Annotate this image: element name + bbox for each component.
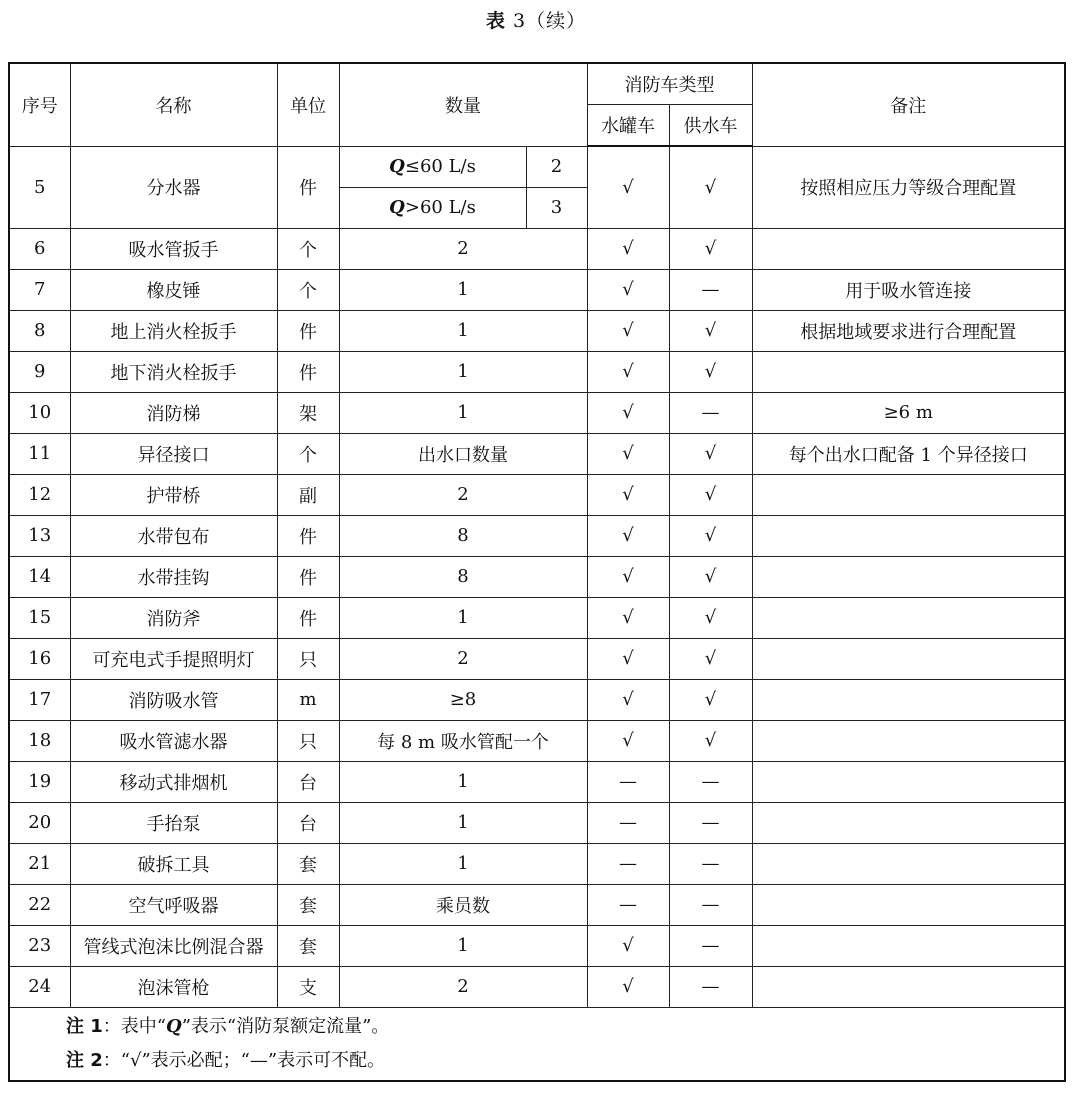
cell-seq: 6 bbox=[9, 228, 70, 269]
note-1 bbox=[66, 1010, 1064, 1044]
cell-unit: 件 bbox=[277, 515, 339, 556]
q-symbol: Q bbox=[389, 156, 405, 177]
cell-seq: 10 bbox=[9, 392, 70, 433]
cell-tank: √ bbox=[587, 966, 669, 1007]
cell-seq: 15 bbox=[9, 597, 70, 638]
cell-unit: 架 bbox=[277, 392, 339, 433]
cell-remark: 根据地域要求进行合理配置 bbox=[752, 310, 1065, 351]
cell-unit: 只 bbox=[277, 638, 339, 679]
cell-tank: √ bbox=[587, 925, 669, 966]
cell-name: 护带桥 bbox=[70, 474, 277, 515]
cell-qty: 2 bbox=[339, 474, 587, 515]
table-row bbox=[9, 351, 1065, 392]
cell-supply: — bbox=[669, 802, 752, 843]
cell-seq: 22 bbox=[9, 884, 70, 925]
cell-name: 可充电式手提照明灯 bbox=[70, 638, 277, 679]
cell-qty: 2 bbox=[339, 966, 587, 1007]
cell-tank: √ bbox=[587, 433, 669, 474]
cell-unit: 件 bbox=[277, 597, 339, 638]
cell-name: 地上消火栓扳手 bbox=[70, 310, 277, 351]
cell-qty: 1 bbox=[339, 925, 587, 966]
cell-qty: 8 bbox=[339, 556, 587, 597]
table-row bbox=[9, 310, 1065, 351]
cell-seq: 23 bbox=[9, 925, 70, 966]
header-seq: 序号 bbox=[9, 63, 70, 146]
cell-seq: 12 bbox=[9, 474, 70, 515]
cell-remark bbox=[752, 966, 1065, 1007]
cell-unit: m bbox=[277, 679, 339, 720]
cell-remark bbox=[752, 597, 1065, 638]
cell-unit: 件 bbox=[277, 351, 339, 392]
cell-unit: 个 bbox=[277, 228, 339, 269]
table-row bbox=[9, 515, 1065, 556]
q-symbol: Q bbox=[389, 197, 405, 218]
notes-row bbox=[9, 1007, 1065, 1081]
cell-tank: — bbox=[587, 884, 669, 925]
header-truck-type: 消防车类型 bbox=[587, 63, 752, 105]
cell-supply: √ bbox=[669, 515, 752, 556]
cell-supply: √ bbox=[669, 351, 752, 392]
cell-name: 地下消火栓扳手 bbox=[70, 351, 277, 392]
cell-qty: 2 bbox=[339, 638, 587, 679]
table-title-suffix: （续） bbox=[526, 10, 587, 32]
cell-supply: — bbox=[669, 761, 752, 802]
cell-unit: 支 bbox=[277, 966, 339, 1007]
cell-qty: 出水口数量 bbox=[339, 433, 587, 474]
table-row bbox=[9, 228, 1065, 269]
cell-seq: 16 bbox=[9, 638, 70, 679]
cell-name: 水带包布 bbox=[70, 515, 277, 556]
cell-tank: √ bbox=[587, 638, 669, 679]
cell-remark bbox=[752, 474, 1065, 515]
cell-name: 吸水管滤水器 bbox=[70, 720, 277, 761]
cell-seq: 14 bbox=[9, 556, 70, 597]
table-row bbox=[9, 474, 1065, 515]
condition-text: ≤60 L/s bbox=[404, 156, 476, 177]
cell-seq: 8 bbox=[9, 310, 70, 351]
cell-supply: √ bbox=[669, 679, 752, 720]
cell-tank: √ bbox=[587, 392, 669, 433]
table-title bbox=[0, 6, 1072, 33]
cell-name: 管线式泡沫比例混合器 bbox=[70, 925, 277, 966]
cell-qty: 8 bbox=[339, 515, 587, 556]
table-row bbox=[9, 802, 1065, 843]
header-supply-truck: 供水车 bbox=[669, 105, 752, 147]
cell-remark bbox=[752, 679, 1065, 720]
cell-seq: 11 bbox=[9, 433, 70, 474]
note-1-label: 注 1 bbox=[66, 1015, 103, 1037]
cell-supply: — bbox=[669, 966, 752, 1007]
cell-qty-value: 2 bbox=[526, 146, 587, 187]
table-row bbox=[9, 925, 1065, 966]
cell-seq: 5 bbox=[9, 146, 70, 228]
header-tank-truck: 水罐车 bbox=[587, 105, 669, 147]
cell-qty: 每 8 m 吸水管配一个 bbox=[339, 720, 587, 761]
cell-name: 消防斧 bbox=[70, 597, 277, 638]
cell-qty: 1 bbox=[339, 351, 587, 392]
cell-unit: 套 bbox=[277, 925, 339, 966]
cell-unit: 台 bbox=[277, 761, 339, 802]
cell-remark: ≥6 m bbox=[752, 392, 1065, 433]
cell-seq: 13 bbox=[9, 515, 70, 556]
cell-unit: 只 bbox=[277, 720, 339, 761]
cell-name: 消防吸水管 bbox=[70, 679, 277, 720]
cell-seq: 7 bbox=[9, 269, 70, 310]
cell-qty: 1 bbox=[339, 597, 587, 638]
cell-remark bbox=[752, 720, 1065, 761]
cell-qty: 1 bbox=[339, 310, 587, 351]
cell-seq: 19 bbox=[9, 761, 70, 802]
cell-tank: — bbox=[587, 761, 669, 802]
cell-remark bbox=[752, 515, 1065, 556]
cell-remark bbox=[752, 884, 1065, 925]
cell-remark bbox=[752, 351, 1065, 392]
cell-seq: 21 bbox=[9, 843, 70, 884]
cell-tank: √ bbox=[587, 228, 669, 269]
cell-name: 空气呼吸器 bbox=[70, 884, 277, 925]
cell-tank: √ bbox=[587, 515, 669, 556]
cell-name: 泡沫管枪 bbox=[70, 966, 277, 1007]
cell-name: 异径接口 bbox=[70, 433, 277, 474]
header-name: 名称 bbox=[70, 63, 277, 146]
equipment-table bbox=[8, 62, 1066, 1082]
cell-supply: √ bbox=[669, 474, 752, 515]
cell-tank: √ bbox=[587, 474, 669, 515]
cell-qty: 1 bbox=[339, 843, 587, 884]
cell-qty: 1 bbox=[339, 392, 587, 433]
condition-text: >60 L/s bbox=[404, 197, 476, 218]
cell-seq: 17 bbox=[9, 679, 70, 720]
cell-name: 吸水管扳手 bbox=[70, 228, 277, 269]
cell-unit: 件 bbox=[277, 310, 339, 351]
cell-remark bbox=[752, 761, 1065, 802]
cell-remark: 按照相应压力等级合理配置 bbox=[752, 146, 1065, 228]
table-title-number: 3 bbox=[512, 10, 527, 32]
cell-qty: 1 bbox=[339, 802, 587, 843]
cell-supply: √ bbox=[669, 433, 752, 474]
cell-unit: 台 bbox=[277, 802, 339, 843]
table-row bbox=[9, 269, 1065, 310]
cell-remark bbox=[752, 925, 1065, 966]
cell-tank: — bbox=[587, 802, 669, 843]
cell-seq: 20 bbox=[9, 802, 70, 843]
table-row bbox=[9, 720, 1065, 761]
cell-seq: 24 bbox=[9, 966, 70, 1007]
header-row bbox=[9, 63, 1065, 105]
notes-cell bbox=[9, 1007, 1065, 1081]
cell-qty-condition bbox=[339, 146, 526, 187]
cell-unit: 套 bbox=[277, 884, 339, 925]
table-row bbox=[9, 884, 1065, 925]
cell-name: 水带挂钩 bbox=[70, 556, 277, 597]
cell-unit: 套 bbox=[277, 843, 339, 884]
cell-tank: √ bbox=[587, 720, 669, 761]
table-row bbox=[9, 679, 1065, 720]
table-row bbox=[9, 966, 1065, 1007]
cell-unit: 个 bbox=[277, 269, 339, 310]
cell-supply: √ bbox=[669, 228, 752, 269]
cell-qty: 乘员数 bbox=[339, 884, 587, 925]
cell-seq: 9 bbox=[9, 351, 70, 392]
cell-name: 移动式排烟机 bbox=[70, 761, 277, 802]
cell-supply: — bbox=[669, 392, 752, 433]
table-row bbox=[9, 597, 1065, 638]
cell-qty: ≥8 bbox=[339, 679, 587, 720]
cell-remark bbox=[752, 843, 1065, 884]
cell-name: 破拆工具 bbox=[70, 843, 277, 884]
table-row bbox=[9, 761, 1065, 802]
cell-supply: √ bbox=[669, 556, 752, 597]
cell-supply: √ bbox=[669, 597, 752, 638]
note-2-label: 注 2 bbox=[66, 1049, 103, 1071]
table-row bbox=[9, 638, 1065, 679]
cell-tank: √ bbox=[587, 351, 669, 392]
cell-name: 手抬泵 bbox=[70, 802, 277, 843]
cell-qty: 2 bbox=[339, 228, 587, 269]
cell-supply: — bbox=[669, 925, 752, 966]
cell-qty: 1 bbox=[339, 761, 587, 802]
header-unit: 单位 bbox=[277, 63, 339, 146]
note-2 bbox=[66, 1044, 1064, 1078]
cell-tank: √ bbox=[587, 556, 669, 597]
cell-tank: √ bbox=[587, 679, 669, 720]
cell-remark bbox=[752, 228, 1065, 269]
cell-supply: √ bbox=[669, 638, 752, 679]
cell-tank: √ bbox=[587, 146, 669, 228]
header-remark: 备注 bbox=[752, 63, 1065, 146]
cell-name: 消防梯 bbox=[70, 392, 277, 433]
table-row bbox=[9, 843, 1065, 884]
cell-unit: 件 bbox=[277, 556, 339, 597]
cell-name: 分水器 bbox=[70, 146, 277, 228]
cell-supply: — bbox=[669, 843, 752, 884]
cell-remark bbox=[752, 638, 1065, 679]
cell-supply: √ bbox=[669, 310, 752, 351]
table-row bbox=[9, 146, 1065, 187]
cell-qty: 1 bbox=[339, 269, 587, 310]
cell-remark bbox=[752, 802, 1065, 843]
cell-remark: 用于吸水管连接 bbox=[752, 269, 1065, 310]
cell-unit: 副 bbox=[277, 474, 339, 515]
table-row bbox=[9, 392, 1065, 433]
cell-supply: — bbox=[669, 269, 752, 310]
cell-qty-condition bbox=[339, 187, 526, 228]
cell-tank: √ bbox=[587, 597, 669, 638]
note-1-q: Q bbox=[166, 1015, 182, 1037]
cell-seq: 18 bbox=[9, 720, 70, 761]
cell-tank: √ bbox=[587, 310, 669, 351]
table-title-label: 表 bbox=[485, 10, 506, 32]
cell-supply: √ bbox=[669, 146, 752, 228]
cell-unit: 个 bbox=[277, 433, 339, 474]
cell-supply: — bbox=[669, 884, 752, 925]
cell-tank: √ bbox=[587, 269, 669, 310]
note-2-text: ：“√”表示必配；“—”表示可不配。 bbox=[102, 1049, 386, 1071]
note-1-pre: ：表中“ bbox=[102, 1015, 166, 1037]
cell-remark: 每个出水口配备 1 个异径接口 bbox=[752, 433, 1065, 474]
table-row bbox=[9, 556, 1065, 597]
cell-tank: — bbox=[587, 843, 669, 884]
header-qty: 数量 bbox=[339, 63, 587, 146]
note-1-post: ”表示“消防泵额定流量”。 bbox=[181, 1015, 390, 1037]
table-row bbox=[9, 433, 1065, 474]
cell-name: 橡皮锤 bbox=[70, 269, 277, 310]
cell-qty-value: 3 bbox=[526, 187, 587, 228]
cell-unit: 件 bbox=[277, 146, 339, 228]
cell-remark bbox=[752, 556, 1065, 597]
cell-supply: √ bbox=[669, 720, 752, 761]
